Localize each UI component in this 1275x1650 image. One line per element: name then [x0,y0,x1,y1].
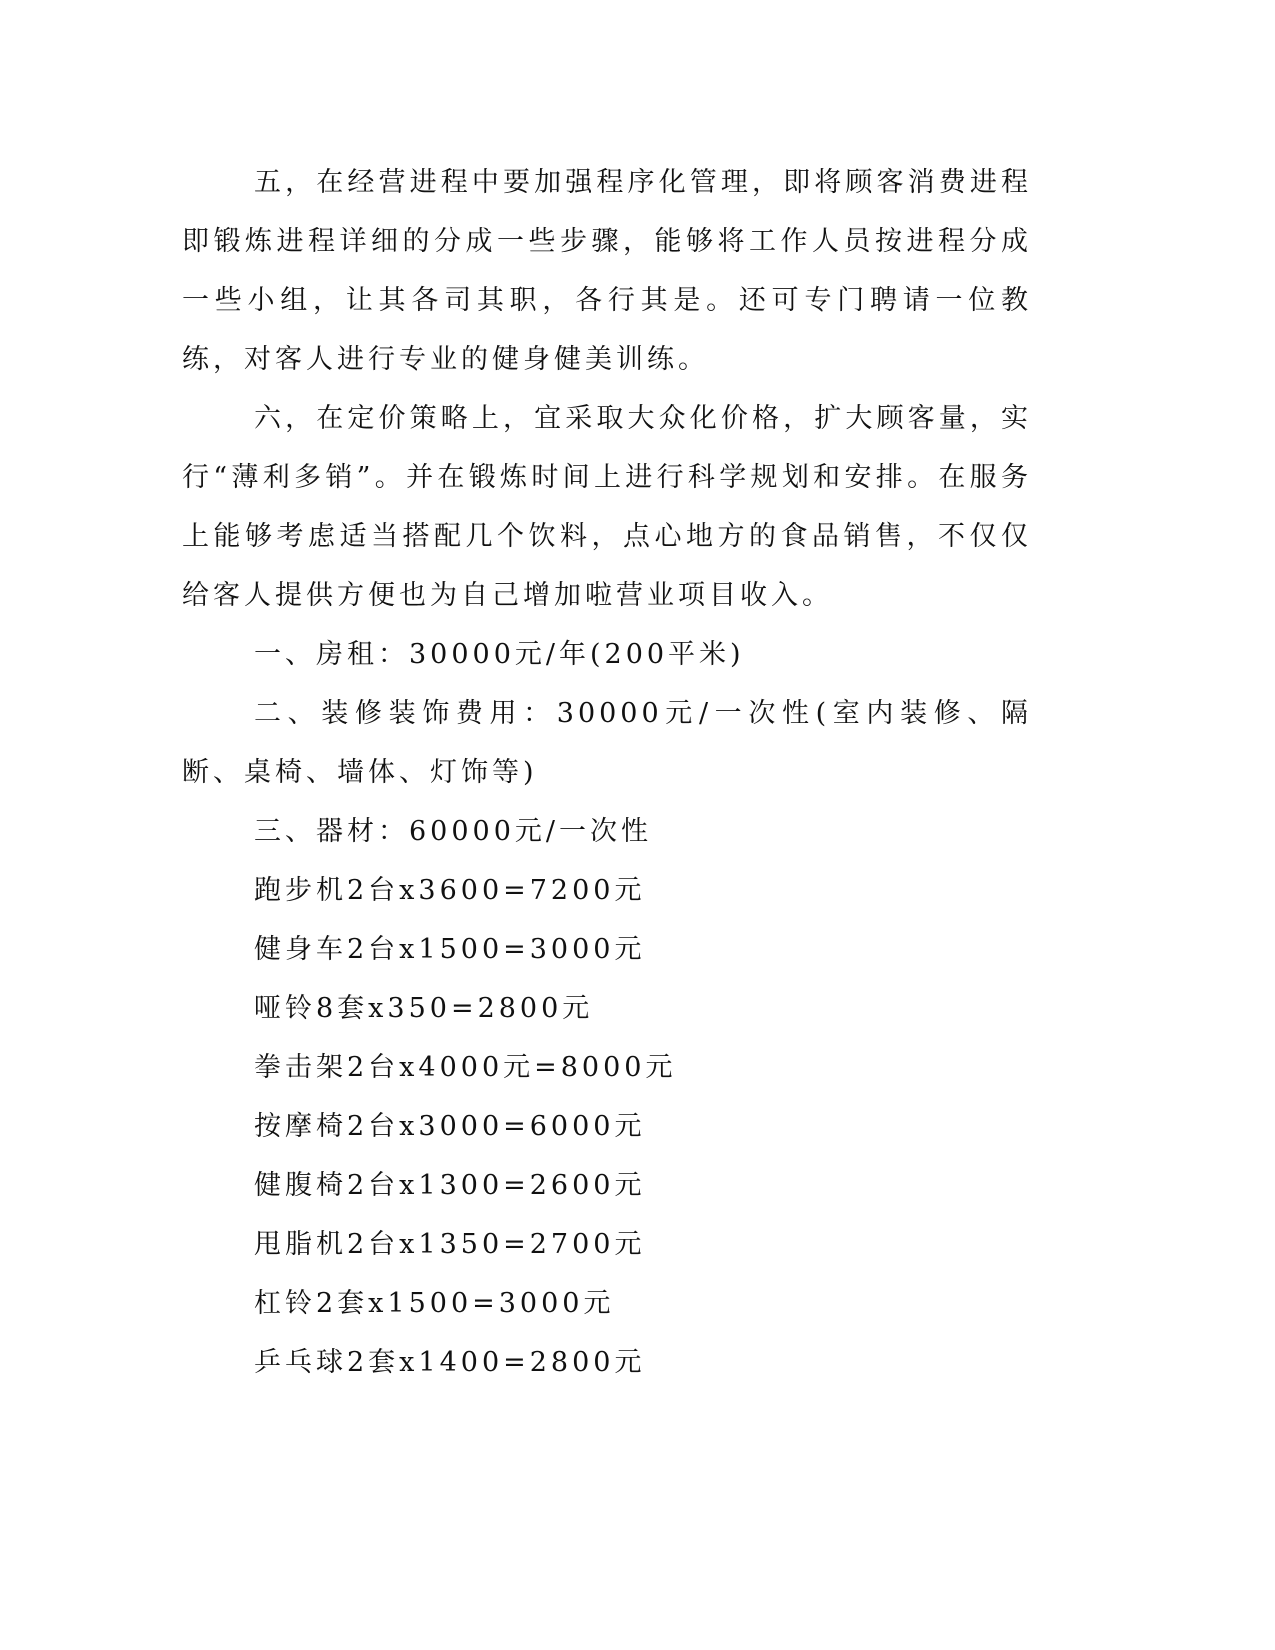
cost-equipment: 三、器材：60000元/一次性 [254,816,652,847]
document-body [182,153,1032,1392]
cost-decoration: 二、装修装饰费用：30000元/一次性(室内装修、隔断、桌椅、墙体、灯饰等) [182,698,1032,788]
equipment-item-barbell: 杠铃2套x1500=3000元 [254,1288,615,1319]
equipment-item-vibration-machine: 甩脂机2台x1350=2700元 [254,1229,646,1260]
equipment-item-ab-bench: 健腹椅2台x1300=2600元 [254,1170,646,1201]
equipment-item-exercise-bike: 健身车2台x1500=3000元 [254,934,646,965]
equipment-item-treadmill: 跑步机2台x3600=7200元 [254,875,646,906]
equipment-item-dumbbell: 哑铃8套x350=2800元 [254,993,594,1024]
equipment-item-massage-chair: 按摩椅2台x3000=6000元 [254,1111,646,1142]
paragraph-pricing: 六，在定价策略上，宜采取大众化价格，扩大顾客量，实行“薄利多销”。并在锻炼时间上进行科学规划和安排。在服务上能够考虑适当搭配几个饮料，点心地方的食品销售，不仅仅给客人提供方便也为自己增加啦营业项目收入。 [182,403,1032,611]
paragraph-management: 五，在经营进程中要加强程序化管理，即将顾客消费进程即锻炼进程详细的分成一些步骤，能够将工作人员按进程分成一些小组，让其各司其职，各行其是。还可专门聘请一位教练，对客人进行专业的健身健美训练。 [182,167,1032,375]
equipment-item-table-tennis: 乒乓球2套x1400=2800元 [254,1347,646,1378]
cost-rent: 一、房租：30000元/年(200平米) [254,639,745,670]
equipment-item-boxing-rack: 拳击架2台x4000元=8000元 [254,1052,677,1083]
